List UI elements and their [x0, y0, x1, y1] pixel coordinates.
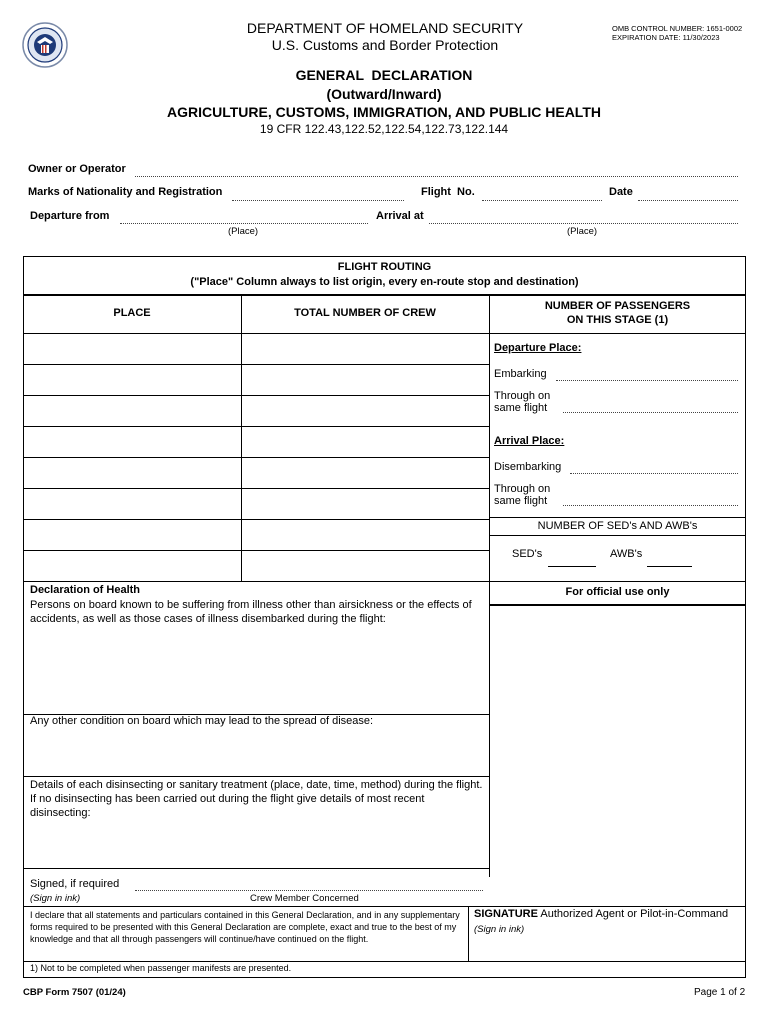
marks-label: Marks of Nationality and Registration — [28, 186, 223, 198]
signed-ink-hint: (Sign in ink) — [30, 893, 81, 904]
crew-cell[interactable] — [242, 489, 488, 519]
place-cell[interactable] — [24, 427, 240, 457]
form-number: CBP Form 7507 (01/24) — [23, 987, 126, 998]
declaration-text: I declare that all statements and particulars contained in this General Declaration, and in any supplementary forms required to be presented with this General Declaration are complete, exact and true to the best of my knowledge and that all through passengers will continue/have continued on the flight. — [30, 910, 460, 944]
expiration-date: EXPIRATION DATE: 11/30/2023 — [612, 33, 720, 42]
through-label-2: same flight — [494, 402, 548, 414]
omb-control-number: OMB CONTROL NUMBER: 1651-0002 — [612, 24, 743, 33]
place-column-header: PLACE — [113, 307, 151, 319]
departure-field[interactable] — [120, 223, 368, 224]
disembarking-field[interactable] — [570, 473, 738, 474]
health-condition-text: Any other condition on board which may lead to the spread of disease: — [30, 715, 374, 727]
crew-column-header: TOTAL NUMBER OF CREW — [294, 307, 436, 319]
crew-cell[interactable] — [242, 458, 488, 488]
disinsecting-field[interactable] — [24, 820, 488, 867]
page-number: Page 1 of 2 — [694, 987, 746, 998]
cfr-reference: 19 CFR 122.43,122.52,122.54,122.73,122.144 — [259, 122, 509, 136]
place-cell[interactable] — [24, 551, 240, 581]
crew-member-label: Crew Member Concerned — [250, 893, 359, 904]
form-title: GENERAL DECLARATION — [295, 67, 473, 83]
sed-label: SED's — [512, 548, 543, 560]
routing-subtitle: ("Place" Column always to list origin, every en-route stop and destination) — [190, 276, 579, 288]
place-cell[interactable] — [24, 520, 240, 550]
routing-title: FLIGHT ROUTING — [337, 261, 432, 273]
sed-awb-title: NUMBER OF SED's AND AWB's — [537, 520, 698, 532]
flight-no-field[interactable] — [482, 200, 602, 201]
awb-label: AWB's — [610, 548, 643, 560]
arrival-place-label: Arrival Place: — [494, 435, 565, 447]
health-title: Declaration of Health — [30, 584, 141, 596]
awb-field[interactable] — [647, 566, 692, 567]
pilot-signature-field[interactable] — [470, 938, 744, 960]
official-use-label: For official use only — [565, 586, 670, 598]
footnote: 1) Not to be completed when passenger manifests are presented. — [30, 963, 292, 973]
flight-no-label: Flight No. — [421, 186, 475, 198]
place-cell[interactable] — [24, 489, 240, 519]
health-illness-text: Persons on board known to be suffering from illness other than airsickness or the effects of accidents, as well as those cases of illness disembarked during the flight: — [30, 599, 472, 625]
crew-cell[interactable] — [242, 520, 488, 550]
illness-field[interactable] — [24, 628, 488, 713]
crew-signature-field[interactable] — [135, 890, 483, 891]
signature-label — [474, 908, 728, 920]
date-field[interactable] — [638, 200, 738, 201]
form-subtitle: (Outward/Inward) — [326, 86, 442, 102]
form-title-2: AGRICULTURE, CUSTOMS, IMMIGRATION, AND PUBLIC HEALTH — [167, 104, 601, 120]
signature-label-rest: Authorized Agent or Pilot-in-Command — [537, 908, 729, 920]
agency-name: U.S. Customs and Border Protection — [271, 37, 499, 53]
through-label: Through on — [494, 390, 551, 402]
date-label: Date — [609, 186, 633, 198]
departure-label: Departure from — [30, 210, 110, 222]
through-arrival-field[interactable] — [563, 505, 738, 506]
disembarking-label: Disembarking — [494, 461, 562, 473]
sed-field[interactable] — [548, 566, 596, 567]
place-cell[interactable] — [24, 396, 240, 426]
embarking-label: Embarking — [494, 368, 547, 380]
crew-cell[interactable] — [242, 427, 488, 457]
condition-field[interactable] — [24, 730, 488, 775]
signature-ink-hint: (Sign in ink) — [474, 924, 525, 935]
through-arrival-label: Through on — [494, 483, 551, 495]
crew-cell[interactable] — [242, 551, 488, 581]
crew-cell[interactable] — [242, 334, 488, 364]
through-arrival-label-2: same flight — [494, 495, 548, 507]
health-disinsecting-text: Details of each disinsecting or sanitary treatment (place, date, time, method) during the flight. If no disinsecting has been carried out during the flight give details of most recent disinsecting: — [30, 779, 483, 819]
passengers-column-header: NUMBER OF PASSENGERS — [544, 300, 691, 312]
crew-cell[interactable] — [242, 396, 488, 426]
marks-field[interactable] — [232, 200, 404, 201]
signed-label: Signed, if required — [30, 878, 120, 890]
dhs-seal-icon — [22, 22, 68, 68]
place-cell[interactable] — [24, 458, 240, 488]
embarking-field[interactable] — [556, 380, 738, 381]
passengers-column-header-2: ON THIS STAGE (1) — [566, 314, 669, 326]
owner-field[interactable] — [135, 176, 738, 177]
owner-label: Owner or Operator — [28, 163, 126, 175]
arrival-place-hint: (Place) — [567, 226, 598, 237]
departure-place-hint: (Place) — [228, 226, 259, 237]
arrival-field[interactable] — [429, 223, 738, 224]
crew-cell[interactable] — [242, 365, 488, 395]
department-name: DEPARTMENT OF HOMELAND SECURITY — [246, 20, 524, 36]
signature-label-bold: SIGNATURE — [474, 908, 538, 920]
arrival-label: Arrival at — [376, 210, 424, 222]
place-cell[interactable] — [24, 365, 240, 395]
departure-place-label: Departure Place: — [494, 342, 582, 354]
place-cell[interactable] — [24, 334, 240, 364]
through-departure-field[interactable] — [563, 412, 738, 413]
official-use-area — [490, 606, 745, 906]
